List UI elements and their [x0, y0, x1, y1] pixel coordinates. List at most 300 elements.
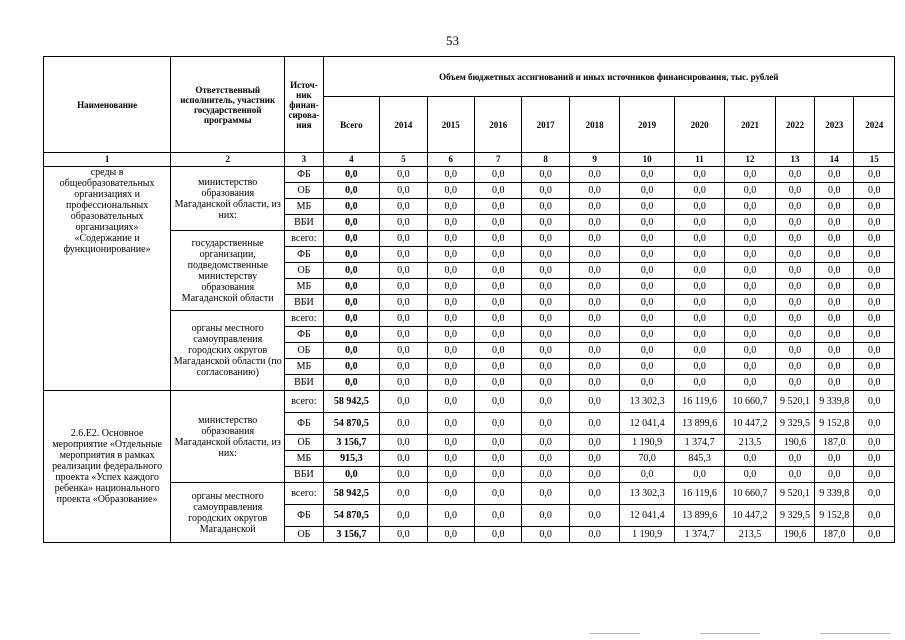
header-year: 2023 [815, 97, 854, 153]
column-number: 10 [620, 153, 675, 167]
value-cell: 0,0 [380, 359, 427, 375]
value-cell: 1 374,7 [674, 435, 724, 451]
header-year: 2019 [620, 97, 675, 153]
value-cell: 0,0 [569, 231, 619, 247]
header-volume: Объем бюджетных ассигнований и иных источников финансирования, тыс. рублей [323, 57, 894, 97]
value-cell: 0,0 [725, 167, 775, 183]
value-cell: 0,0 [725, 231, 775, 247]
value-cell: 0,0 [380, 467, 427, 483]
source-cell: МБ [285, 451, 323, 467]
value-cell: 0,0 [775, 359, 814, 375]
value-cell: 0,0 [725, 295, 775, 311]
value-cell: 0,0 [674, 263, 724, 279]
total-cell: 0,0 [323, 247, 380, 263]
value-cell: 10 660,7 [725, 483, 775, 505]
source-cell: всего: [285, 311, 323, 327]
value-cell: 0,0 [674, 327, 724, 343]
value-cell: 0,0 [380, 183, 427, 199]
value-cell: 0,0 [569, 435, 619, 451]
table-row [44, 311, 895, 327]
value-cell: 0,0 [569, 343, 619, 359]
value-cell: 0,0 [620, 247, 675, 263]
value-cell: 0,0 [674, 295, 724, 311]
column-number: 15 [854, 153, 895, 167]
value-cell: 0,0 [620, 375, 675, 391]
total-cell: 0,0 [323, 311, 380, 327]
value-cell: 0,0 [815, 375, 854, 391]
value-cell: 0,0 [815, 311, 854, 327]
value-cell: 0,0 [569, 215, 619, 231]
value-cell: 0,0 [775, 295, 814, 311]
column-number: 9 [569, 153, 619, 167]
value-cell: 0,0 [522, 295, 569, 311]
source-cell: ОБ [285, 527, 323, 543]
value-cell: 0,0 [569, 505, 619, 527]
value-cell: 0,0 [854, 467, 895, 483]
value-cell: 0,0 [569, 327, 619, 343]
value-cell: 0,0 [427, 467, 474, 483]
column-number: 14 [815, 153, 854, 167]
value-cell: 0,0 [725, 327, 775, 343]
value-cell: 0,0 [474, 183, 521, 199]
value-cell: 0,0 [620, 343, 675, 359]
executor-cell: государственные организации, подведомственные министерству образования Магаданской области [171, 231, 285, 311]
value-cell: 0,0 [427, 263, 474, 279]
value-cell: 0,0 [427, 359, 474, 375]
value-cell: 0,0 [674, 183, 724, 199]
source-cell: ВБИ [285, 215, 323, 231]
value-cell: 0,0 [620, 327, 675, 343]
value-cell: 10 660,7 [725, 391, 775, 413]
source-cell: ФБ [285, 167, 323, 183]
value-cell: 213,5 [725, 527, 775, 543]
total-cell: 54 870,5 [323, 413, 380, 435]
value-cell: 0,0 [775, 467, 814, 483]
value-cell: 0,0 [725, 263, 775, 279]
value-cell: 0,0 [522, 311, 569, 327]
source-cell: ФБ [285, 505, 323, 527]
total-cell: 3 156,7 [323, 435, 380, 451]
value-cell: 0,0 [474, 391, 521, 413]
value-cell: 187,0 [815, 435, 854, 451]
value-cell: 0,0 [427, 391, 474, 413]
value-cell: 0,0 [474, 527, 521, 543]
source-cell: ВБИ [285, 467, 323, 483]
value-cell: 0,0 [815, 295, 854, 311]
total-cell: 0,0 [323, 343, 380, 359]
value-cell: 0,0 [380, 527, 427, 543]
value-cell: 0,0 [854, 231, 895, 247]
column-number: 6 [427, 153, 474, 167]
value-cell: 0,0 [474, 215, 521, 231]
value-cell: 0,0 [674, 215, 724, 231]
value-cell: 0,0 [725, 359, 775, 375]
value-cell: 0,0 [522, 199, 569, 215]
value-cell: 0,0 [854, 435, 895, 451]
value-cell: 0,0 [522, 451, 569, 467]
value-cell: 0,0 [427, 311, 474, 327]
value-cell: 0,0 [815, 451, 854, 467]
value-cell: 1 374,7 [674, 527, 724, 543]
value-cell: 0,0 [380, 295, 427, 311]
value-cell: 0,0 [474, 199, 521, 215]
header-total: Всего [323, 97, 380, 153]
value-cell: 0,0 [427, 215, 474, 231]
value-cell: 0,0 [569, 295, 619, 311]
value-cell: 0,0 [674, 311, 724, 327]
total-cell: 0,0 [323, 199, 380, 215]
value-cell: 0,0 [854, 483, 895, 505]
table-row [44, 391, 895, 413]
value-cell: 0,0 [725, 215, 775, 231]
value-cell: 0,0 [674, 375, 724, 391]
value-cell: 9 339,8 [815, 483, 854, 505]
value-cell: 0,0 [474, 231, 521, 247]
value-cell: 187,0 [815, 527, 854, 543]
value-cell: 0,0 [815, 467, 854, 483]
column-number: 3 [285, 153, 323, 167]
value-cell: 1 190,9 [620, 527, 675, 543]
value-cell: 0,0 [380, 435, 427, 451]
value-cell: 0,0 [674, 167, 724, 183]
row-name-cell: среды в общеобразовательных организациях и профессиональных образовательных организациях» «Содержание и функционирование» [44, 167, 171, 391]
value-cell: 0,0 [775, 215, 814, 231]
value-cell: 0,0 [427, 375, 474, 391]
value-cell: 10 447,2 [725, 505, 775, 527]
value-cell: 0,0 [854, 199, 895, 215]
table-row [44, 167, 895, 183]
header-year: 2024 [854, 97, 895, 153]
source-cell: ФБ [285, 413, 323, 435]
source-cell: МБ [285, 359, 323, 375]
value-cell: 845,3 [674, 451, 724, 467]
value-cell: 0,0 [474, 311, 521, 327]
value-cell: 0,0 [474, 413, 521, 435]
value-cell: 0,0 [854, 279, 895, 295]
value-cell: 0,0 [775, 231, 814, 247]
total-cell: 3 156,7 [323, 527, 380, 543]
value-cell: 12 041,4 [620, 413, 675, 435]
total-cell: 0,0 [323, 359, 380, 375]
value-cell: 9 152,8 [815, 413, 854, 435]
header-year: 2015 [427, 97, 474, 153]
value-cell: 0,0 [474, 327, 521, 343]
value-cell: 0,0 [569, 247, 619, 263]
value-cell: 0,0 [854, 343, 895, 359]
value-cell: 0,0 [854, 295, 895, 311]
value-cell: 0,0 [522, 327, 569, 343]
header-year: 2020 [674, 97, 724, 153]
value-cell: 0,0 [522, 527, 569, 543]
value-cell: 0,0 [854, 183, 895, 199]
value-cell: 9 329,5 [775, 505, 814, 527]
page-number: 53 [446, 33, 459, 48]
value-cell: 0,0 [380, 263, 427, 279]
value-cell: 0,0 [522, 359, 569, 375]
value-cell: 0,0 [522, 483, 569, 505]
value-cell: 0,0 [569, 359, 619, 375]
value-cell: 0,0 [380, 413, 427, 435]
source-cell: МБ [285, 199, 323, 215]
value-cell: 0,0 [620, 311, 675, 327]
value-cell: 0,0 [854, 413, 895, 435]
column-number: 5 [380, 153, 427, 167]
value-cell: 0,0 [854, 247, 895, 263]
value-cell: 0,0 [522, 247, 569, 263]
total-cell: 0,0 [323, 167, 380, 183]
column-numbers-row [44, 153, 895, 167]
source-cell: ОБ [285, 343, 323, 359]
value-cell: 0,0 [775, 327, 814, 343]
source-cell: всего: [285, 231, 323, 247]
header-name: Наименование [44, 57, 171, 153]
header-executor: Ответственный исполнитель, участник государственной программы [171, 57, 285, 153]
value-cell: 0,0 [474, 505, 521, 527]
value-cell: 0,0 [380, 311, 427, 327]
header-source: Источ-ник финан-сирова-ния [285, 57, 323, 153]
value-cell: 0,0 [725, 467, 775, 483]
value-cell: 13 899,6 [674, 505, 724, 527]
value-cell: 0,0 [674, 247, 724, 263]
value-cell: 0,0 [380, 451, 427, 467]
value-cell: 0,0 [725, 343, 775, 359]
value-cell: 0,0 [522, 263, 569, 279]
total-cell: 0,0 [323, 279, 380, 295]
value-cell: 0,0 [522, 435, 569, 451]
table-row [44, 483, 895, 505]
value-cell: 0,0 [674, 467, 724, 483]
source-cell: ФБ [285, 327, 323, 343]
value-cell: 0,0 [815, 343, 854, 359]
value-cell: 0,0 [854, 327, 895, 343]
footer-rule [700, 633, 760, 634]
value-cell: 0,0 [380, 247, 427, 263]
value-cell: 0,0 [522, 505, 569, 527]
value-cell: 0,0 [725, 199, 775, 215]
value-cell: 0,0 [674, 343, 724, 359]
value-cell: 0,0 [380, 343, 427, 359]
header-year: 2018 [569, 97, 619, 153]
value-cell: 70,0 [620, 451, 675, 467]
value-cell: 0,0 [815, 231, 854, 247]
source-cell: ОБ [285, 435, 323, 451]
value-cell: 0,0 [474, 167, 521, 183]
executor-cell: министерство образования Магаданской области, из них: [171, 167, 285, 231]
value-cell: 0,0 [569, 451, 619, 467]
value-cell: 0,0 [815, 183, 854, 199]
value-cell: 0,0 [427, 199, 474, 215]
value-cell: 0,0 [775, 375, 814, 391]
total-cell: 0,0 [323, 375, 380, 391]
value-cell: 0,0 [380, 391, 427, 413]
value-cell: 0,0 [427, 343, 474, 359]
column-number: 2 [171, 153, 285, 167]
value-cell: 0,0 [854, 359, 895, 375]
value-cell: 0,0 [474, 295, 521, 311]
source-cell: ВБИ [285, 295, 323, 311]
header-year: 2014 [380, 97, 427, 153]
value-cell: 0,0 [427, 183, 474, 199]
value-cell: 0,0 [569, 279, 619, 295]
column-number: 11 [674, 153, 724, 167]
value-cell: 0,0 [815, 167, 854, 183]
value-cell: 0,0 [620, 199, 675, 215]
value-cell: 0,0 [427, 451, 474, 467]
value-cell: 0,0 [380, 215, 427, 231]
value-cell: 0,0 [380, 199, 427, 215]
footer-rule [820, 633, 890, 634]
value-cell: 0,0 [380, 483, 427, 505]
value-cell: 9 520,1 [775, 483, 814, 505]
value-cell: 0,0 [775, 311, 814, 327]
value-cell: 0,0 [569, 375, 619, 391]
value-cell: 1 190,9 [620, 435, 675, 451]
value-cell: 0,0 [854, 451, 895, 467]
value-cell: 190,6 [775, 435, 814, 451]
value-cell: 13 302,3 [620, 483, 675, 505]
value-cell: 0,0 [725, 451, 775, 467]
value-cell: 0,0 [427, 167, 474, 183]
value-cell: 0,0 [427, 527, 474, 543]
value-cell: 0,0 [775, 167, 814, 183]
value-cell: 0,0 [815, 199, 854, 215]
value-cell: 0,0 [815, 279, 854, 295]
value-cell: 0,0 [674, 359, 724, 375]
value-cell: 0,0 [427, 505, 474, 527]
value-cell: 0,0 [569, 311, 619, 327]
source-cell: всего: [285, 391, 323, 413]
value-cell: 0,0 [815, 359, 854, 375]
value-cell: 0,0 [620, 263, 675, 279]
value-cell: 9 520,1 [775, 391, 814, 413]
value-cell: 0,0 [775, 279, 814, 295]
value-cell: 9 329,5 [775, 413, 814, 435]
source-cell: МБ [285, 279, 323, 295]
total-cell: 0,0 [323, 231, 380, 247]
value-cell: 0,0 [474, 263, 521, 279]
value-cell: 0,0 [674, 279, 724, 295]
value-cell: 0,0 [522, 279, 569, 295]
total-cell: 0,0 [323, 327, 380, 343]
value-cell: 0,0 [522, 375, 569, 391]
value-cell: 0,0 [620, 467, 675, 483]
total-cell: 0,0 [323, 183, 380, 199]
table-row [44, 231, 895, 247]
value-cell: 0,0 [620, 183, 675, 199]
column-number: 7 [474, 153, 521, 167]
value-cell: 0,0 [427, 247, 474, 263]
column-number: 12 [725, 153, 775, 167]
header-year: 2016 [474, 97, 521, 153]
value-cell: 0,0 [569, 483, 619, 505]
value-cell: 0,0 [725, 279, 775, 295]
value-cell: 0,0 [522, 413, 569, 435]
value-cell: 0,0 [725, 247, 775, 263]
value-cell: 0,0 [620, 359, 675, 375]
value-cell: 0,0 [620, 215, 675, 231]
row-name-cell: 2.6.Е2. Основное мероприятие «Отдельные мероприятия в рамках реализации федерального проекта «Успех каждого ребенка» национального проекта «Образование» [44, 391, 171, 543]
source-cell: ФБ [285, 247, 323, 263]
value-cell: 0,0 [474, 359, 521, 375]
value-cell: 0,0 [725, 311, 775, 327]
value-cell: 0,0 [854, 527, 895, 543]
value-cell: 0,0 [569, 167, 619, 183]
value-cell: 0,0 [427, 279, 474, 295]
source-cell: всего: [285, 483, 323, 505]
source-cell: ОБ [285, 263, 323, 279]
total-cell: 58 942,5 [323, 391, 380, 413]
value-cell: 0,0 [620, 295, 675, 311]
total-cell: 0,0 [323, 467, 380, 483]
value-cell: 0,0 [427, 327, 474, 343]
value-cell: 0,0 [854, 505, 895, 527]
total-cell: 0,0 [323, 215, 380, 231]
value-cell: 0,0 [474, 375, 521, 391]
value-cell: 0,0 [427, 435, 474, 451]
value-cell: 0,0 [522, 183, 569, 199]
value-cell: 0,0 [474, 435, 521, 451]
value-cell: 10 447,2 [725, 413, 775, 435]
value-cell: 0,0 [725, 375, 775, 391]
value-cell: 0,0 [380, 505, 427, 527]
value-cell: 0,0 [854, 375, 895, 391]
executor-cell: органы местного самоуправления городских округов Магаданской [171, 483, 285, 543]
total-cell: 915,3 [323, 451, 380, 467]
value-cell: 13 899,6 [674, 413, 724, 435]
value-cell: 0,0 [474, 483, 521, 505]
value-cell: 0,0 [522, 467, 569, 483]
table-header [44, 57, 895, 167]
header-year: 2022 [775, 97, 814, 153]
value-cell: 0,0 [380, 167, 427, 183]
value-cell: 0,0 [522, 231, 569, 247]
value-cell: 0,0 [815, 215, 854, 231]
value-cell: 213,5 [725, 435, 775, 451]
value-cell: 0,0 [854, 311, 895, 327]
value-cell: 0,0 [775, 247, 814, 263]
value-cell: 0,0 [775, 451, 814, 467]
value-cell: 0,0 [380, 327, 427, 343]
total-cell: 54 870,5 [323, 505, 380, 527]
executor-cell: министерство образования Магаданской области, из них: [171, 391, 285, 483]
value-cell: 0,0 [854, 167, 895, 183]
value-cell: 0,0 [725, 183, 775, 199]
value-cell: 0,0 [620, 279, 675, 295]
value-cell: 0,0 [815, 263, 854, 279]
value-cell: 0,0 [380, 279, 427, 295]
header-year: 2021 [725, 97, 775, 153]
value-cell: 0,0 [427, 295, 474, 311]
value-cell: 0,0 [569, 527, 619, 543]
value-cell: 0,0 [620, 167, 675, 183]
value-cell: 0,0 [474, 247, 521, 263]
column-number: 1 [44, 153, 171, 167]
value-cell: 16 119,6 [674, 391, 724, 413]
total-cell: 58 942,5 [323, 483, 380, 505]
value-cell: 0,0 [522, 343, 569, 359]
value-cell: 0,0 [674, 231, 724, 247]
value-cell: 0,0 [775, 263, 814, 279]
value-cell: 0,0 [674, 199, 724, 215]
value-cell: 0,0 [522, 391, 569, 413]
value-cell: 0,0 [569, 199, 619, 215]
source-cell: ВБИ [285, 375, 323, 391]
value-cell: 0,0 [380, 231, 427, 247]
table-body [44, 167, 895, 543]
value-cell: 0,0 [569, 263, 619, 279]
header-year: 2017 [522, 97, 569, 153]
value-cell: 0,0 [775, 199, 814, 215]
